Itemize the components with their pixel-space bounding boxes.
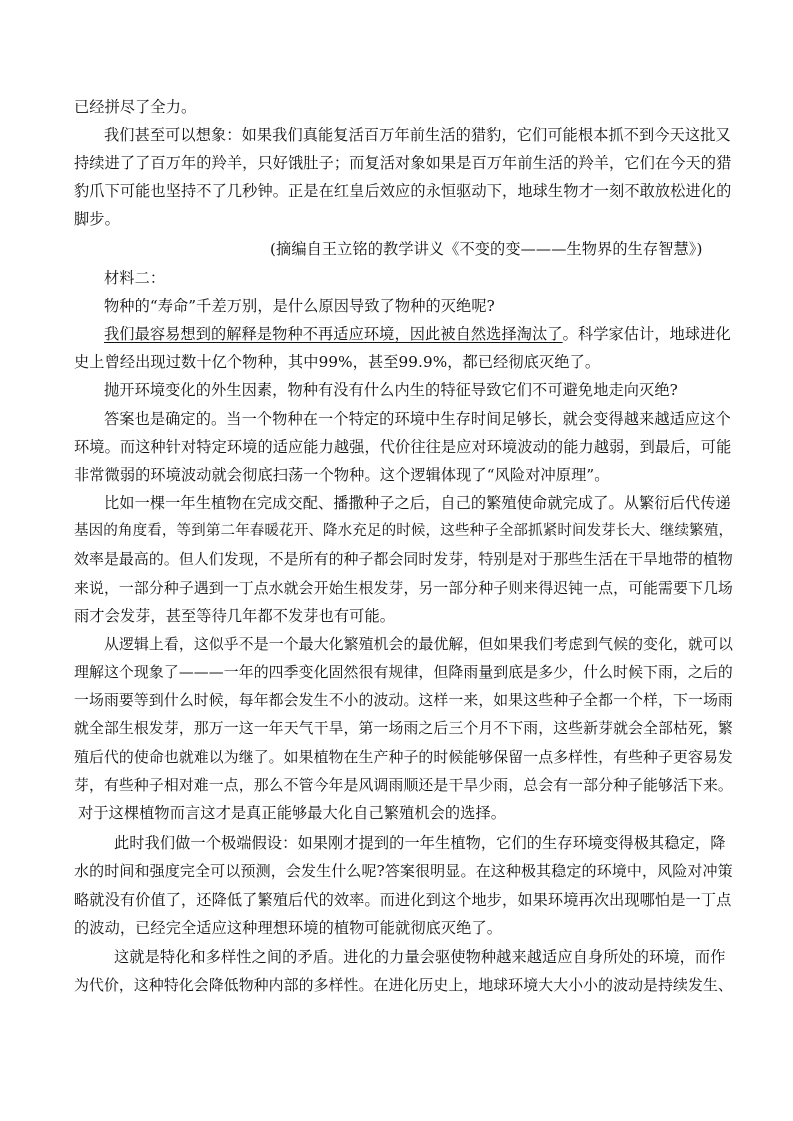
sentence-rest: 。科学家估计，地球进化 xyxy=(562,325,731,343)
paragraph-line: 物种的“寿命”千差万别，是什么原因导致了物种的灭绝呢? xyxy=(104,297,495,315)
paragraph-line: 效率是最高的。但人们发现，不是所有的种子都会同时发芽，特别是对于那些生活在干旱地带的植物 xyxy=(74,550,733,568)
paragraph-line: 为代价，这种特化会降低物种内部的多样性。在进化历史上，地球环境大大小小的波动是持续发生、 xyxy=(74,976,733,994)
paragraph-line: 对于这棵植物而言这才是真正能够最大化自己繁殖机会的选择。 xyxy=(78,804,507,822)
paragraph-line: 我们甚至可以想象：如果我们真能复活百万年前生活的猎豹，它们可能根本抓不到今天这批又 xyxy=(104,126,731,144)
paragraph-line: 雨才会发芽，甚至等待几年都不发芽也有可能。 xyxy=(74,607,396,625)
paragraph-line: 一场雨要等到什么时候，每年都会发生不小的波动。这样一来，如果这些种子全都一个样，下一场雨 xyxy=(74,691,733,709)
paragraph-line: 答案也是确定的。当一个物种在一个特定的环境中生存时间足够长，就会变得越来越适应这个 xyxy=(104,410,731,428)
paragraph-line: 这就是特化和多样性之间的矛盾。进化的力量会驱使物种越来越适应自身所处的环境，而作 xyxy=(114,948,726,966)
paragraph-line: 就全部生根发芽，那万一这一年天气干旱，第一场雨之后三个月不下雨，这些新芽就会全部枯死，繁 xyxy=(74,719,733,737)
paragraph-line: 此时我们做一个极端假设：如果刚才提到的一年生植物，它们的生存环境变得极其稳定，降 xyxy=(114,834,726,852)
paragraph-line: 脚步。 xyxy=(74,210,120,228)
paragraph-line: 殖后代的使命也就难以为继了。如果植物在生产种子的时候能够保留一点多样性，有些种子更容易发 xyxy=(74,748,733,766)
paragraph-line xyxy=(104,324,731,344)
paragraph-line: 芽，有些种子相对难一点，那么不管今年是风调雨顺还是干旱少雨，总会有一部分种子能够活下来。 xyxy=(74,776,733,794)
source-citation: (摘编自王立铭的教学讲义《不变的变———生物界的生存智慧》) xyxy=(270,240,703,258)
paragraph-line: 豹爪下可能也坚持不了几秒钟。正是在红皇后效应的永恒驱动下，地球生物才一刻不敢放松进化的 xyxy=(74,182,732,200)
paragraph-line: 环境。而这种针对特定环境的适应能力越强，代价往往是应对环境波动的能力越弱，到最后，可能 xyxy=(74,438,732,456)
paragraph-line: 理解这个现象了———一年的四季变化固然很有规律，但降雨量到底是多少，什么时候下雨，之后的 xyxy=(74,663,733,681)
paragraph-line: 水的时间和强度完全可以预测，会发生什么呢?答案很明显。在这种极其稳定的环境中，风险对冲策 xyxy=(74,862,733,880)
paragraph-line: 的波动，已经完全适应这种理想环境的植物可能就彻底灭绝了。 xyxy=(74,919,503,937)
paragraph-line: 史上曾经出现过数十亿个物种，其中99%，甚至99.9%，都已经彻底灭绝了。 xyxy=(74,353,601,371)
paragraph-line: 持续进了了百万年的羚羊，只好饿肚子；而复活对象如果是百万年前生活的羚羊，它们在今天的猎 xyxy=(74,154,732,172)
paragraph-line: 比如一棵一年生植物在完成交配、播撒种子之后，自己的繁殖使命就完成了。从繁衍后代传递 xyxy=(104,494,731,512)
paragraph-line: 已经拼尽了全力。 xyxy=(74,98,197,116)
paragraph-line: 抛开环境变化的外生因素，物种有没有什么内生的特征导致它们不可避免地走向灭绝? xyxy=(104,381,678,399)
paragraph-line: 非常微弱的环境波动就会彻底扫荡一个物种。这个逻辑体现了“风险对冲原理”。 xyxy=(74,466,610,484)
section-heading: 材料二： xyxy=(104,269,166,287)
underlined-sentence: 我们最容易想到的解释是物种不再适应环境，因此被自然选择淘汰了 xyxy=(104,325,563,343)
paragraph-line: 来说，一部分种子遇到一丁点水就会开始生根发芽，另一部分种子则来得迟钝一点，可能需要下几场 xyxy=(74,579,733,597)
paragraph-line: 基因的角度看，等到第二年春暖花开、降水充足的时候，这些种子全部抓紧时间发芽长大、继续繁殖， xyxy=(74,522,734,539)
paragraph-line: 从逻辑上看，这似乎不是一个最大化繁殖机会的最优解，但如果我们考虑到气候的变化，就可以 xyxy=(104,635,733,653)
paragraph-line: 略就没有价值了，还降低了繁殖后代的效率。而进化到这个地步，如果环境再次出现哪怕是一丁点 xyxy=(74,891,732,909)
